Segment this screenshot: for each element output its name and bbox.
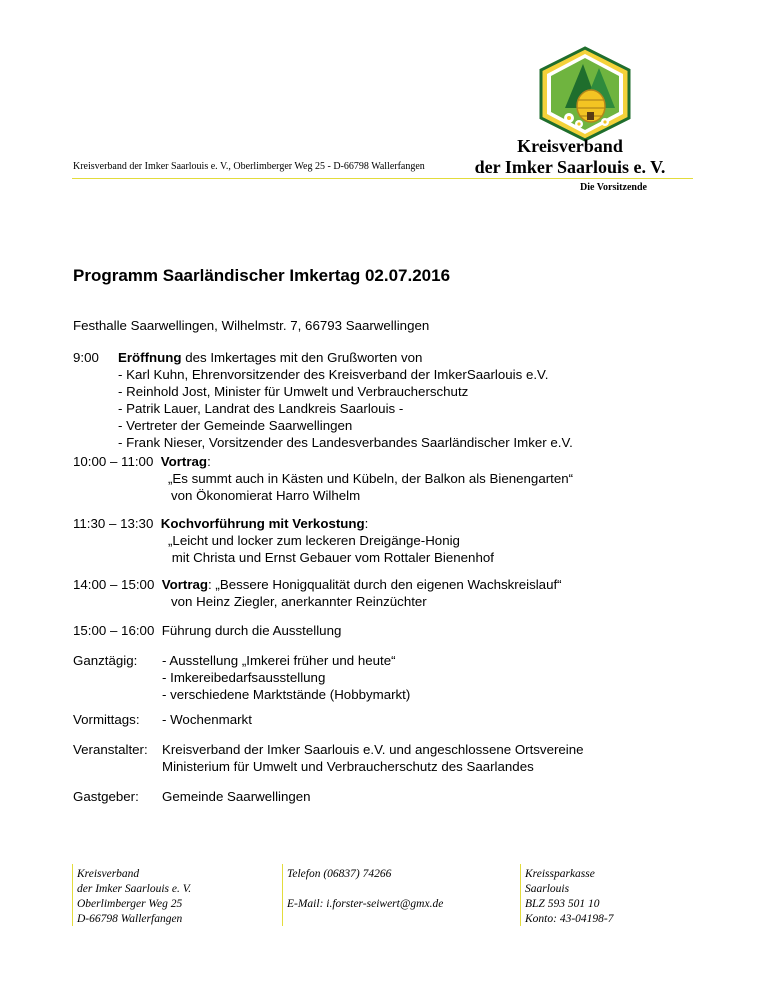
footer-address-line: der Imker Saarlouis e. V. xyxy=(77,883,192,895)
opening-item: - Vertreter der Gemeinde Saarwellingen xyxy=(118,418,353,433)
opening-text: des Imkertages mit den Grußworten von xyxy=(181,350,423,365)
ganztaegig-label: Ganztägig: xyxy=(73,653,138,668)
footer-bank-line: Saarlouis xyxy=(525,883,570,895)
program-bold: Vortrag xyxy=(161,577,209,592)
program-detail: „Leicht und locker zum leckeren Dreigänge-Honig xyxy=(168,533,460,548)
program-row xyxy=(73,622,341,639)
program-time: 15:00 – 16:00 xyxy=(73,623,155,638)
gastgeber-value: Gemeinde Saarwellingen xyxy=(162,789,311,804)
program-detail: von Heinz Ziegler, anerkannter Reinzüchter xyxy=(171,594,427,609)
footer-phone: Telefon (06837) 74266 xyxy=(287,868,392,880)
opening-block xyxy=(118,349,573,451)
program-time: 10:00 – 11:00 xyxy=(73,454,154,469)
program-row xyxy=(73,576,562,593)
veranstalter-value xyxy=(162,741,584,775)
veranstalter-line: Ministerium für Umwelt und Verbraucherschutz des Saarlandes xyxy=(162,759,534,774)
list-item: - Ausstellung „Imkerei früher und heute“ xyxy=(162,653,396,668)
program-time: 14:00 – 15:00 xyxy=(73,577,155,592)
veranstalter-line: Kreisverband der Imker Saarlouis e.V. und angeschlossene Ortsvereine xyxy=(162,742,584,757)
program-bold: Kochvorführung mit Verkostung xyxy=(160,516,365,531)
opening-item: - Karl Kuhn, Ehrenvorsitzender des Kreisverband der ImkerSaarlouis e.V. xyxy=(118,367,549,382)
header-divider xyxy=(72,178,693,179)
program-rest: : „Bessere Honigqualität durch den eigenen Wachskreislauf“ xyxy=(208,577,562,592)
opening-bold: Eröffnung xyxy=(118,350,182,365)
footer-bank-line: BLZ 593 501 10 xyxy=(525,898,600,910)
sender-address-line: Kreisverband der Imker Saarlouis e. V., Oberlimberger Weg 25 - D-66798 Wallerfangen xyxy=(73,161,425,172)
footer-bank xyxy=(525,867,613,927)
opening-item: - Reinhold Jost, Minister für Umwelt und Verbraucherschutz xyxy=(118,384,469,399)
opening-item: - Frank Nieser, Vorsitzender des Landesverbandes Saarländischer Imker e.V. xyxy=(118,435,573,450)
program-row xyxy=(73,515,368,532)
program-bold: Vortrag xyxy=(160,454,208,469)
opening-time: 9:00 xyxy=(73,350,99,365)
program-row xyxy=(73,453,211,470)
footer-address-line: Kreisverband xyxy=(77,868,140,880)
list-item: - Imkereibedarfsausstellung xyxy=(162,670,326,685)
footer-divider xyxy=(520,864,521,926)
footer-email[interactable]: E-Mail: i.forster-seiwert@gmx.de xyxy=(287,898,444,910)
program-detail: von Ökonomierat Harro Wilhelm xyxy=(171,488,361,503)
footer-bank-line: Kreissparkasse xyxy=(525,868,595,880)
ganztaegig-list xyxy=(162,652,410,703)
program-detail: mit Christa und Ernst Gebauer vom Rottaler Bienenhof xyxy=(168,550,494,565)
program-detail: „Es summt auch in Kästen und Kübeln, der Balkon als Bienengarten“ xyxy=(168,471,574,486)
list-item: - verschiedene Marktstände (Hobbymarkt) xyxy=(162,687,411,702)
beehive-logo-icon xyxy=(535,46,635,142)
footer-address-line: D-66798 Wallerfangen xyxy=(77,913,183,925)
opening-heading xyxy=(118,349,573,366)
veranstalter-label: Veranstalter: xyxy=(73,742,148,757)
page-title: Programm Saarländischer Imkertag 02.07.2016 xyxy=(73,266,451,285)
organization-name xyxy=(470,136,670,178)
org-name-line2: der Imker Saarlouis e. V. xyxy=(474,157,666,177)
chair-label: Die Vorsitzende xyxy=(580,182,647,193)
gastgeber-label: Gastgeber: xyxy=(73,789,139,804)
footer-divider xyxy=(282,864,283,926)
footer-bank-line: Konto: 43-04198-7 xyxy=(525,913,614,925)
program-rest: Führung durch die Ausstellung xyxy=(161,623,342,638)
program-rest: : xyxy=(364,516,369,531)
opening-item: - Patrik Lauer, Landrat des Landkreis Saarlouis - xyxy=(118,401,404,416)
footer-address-line: Oberlimberger Weg 25 xyxy=(77,898,183,910)
org-name-line1: Kreisverband xyxy=(517,136,623,156)
footer-divider xyxy=(72,864,73,926)
program-rest: : xyxy=(207,454,211,469)
footer-address xyxy=(77,867,191,927)
vormittags-label: Vormittags: xyxy=(73,712,140,727)
vormittags-item: - Wochenmarkt xyxy=(162,712,252,727)
venue-line: Festhalle Saarwellingen, Wilhelmstr. 7, 66793 Saarwellingen xyxy=(73,318,430,333)
program-time: 11:30 – 13:30 xyxy=(73,516,154,531)
